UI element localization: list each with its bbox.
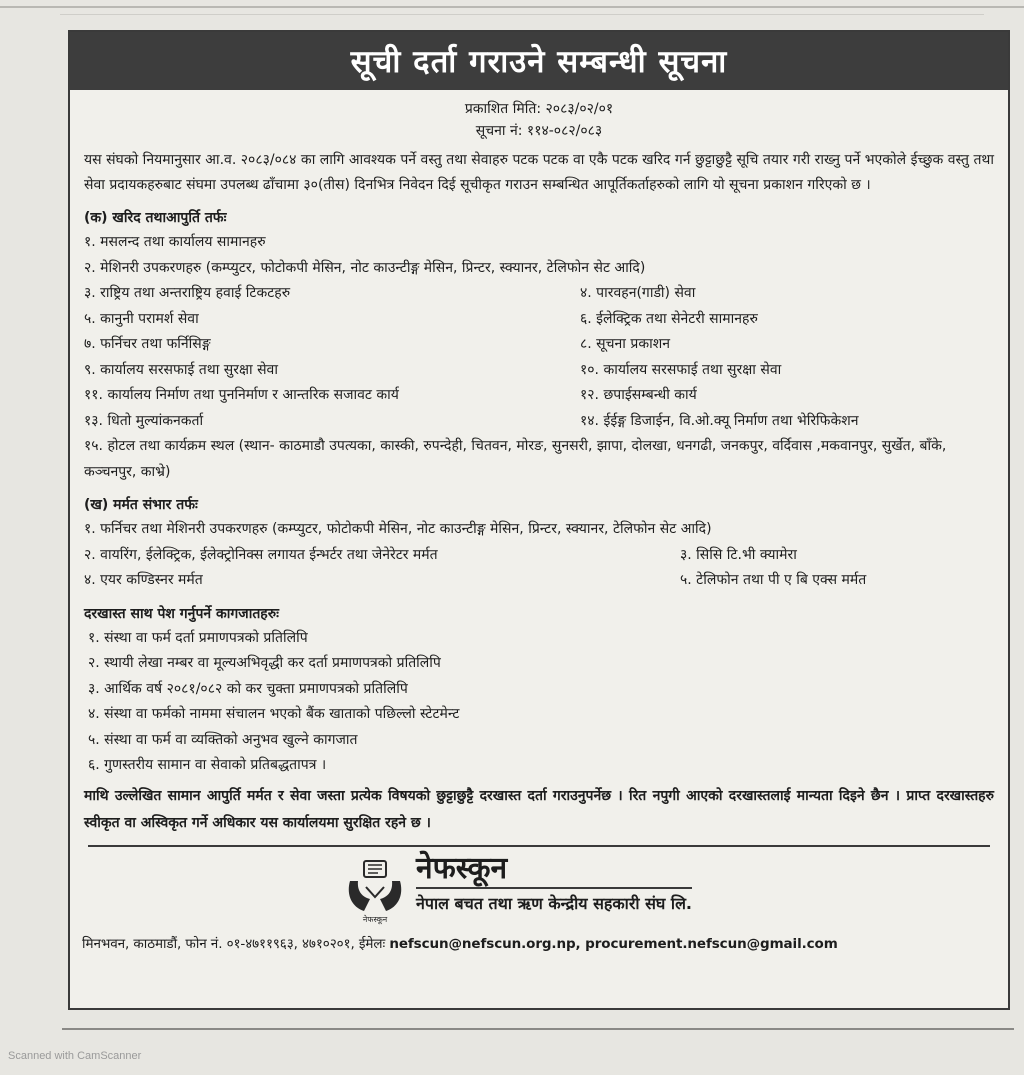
notice-box [68,30,1010,1010]
list-row [84,307,994,333]
list-row [84,332,994,358]
list-item: १०. कार्यालय सरसफाई तथा सुरक्षा सेवा [580,361,782,378]
list-item: ७. फर्निचर तथा फर्निसिङ्ग [84,336,211,352]
notice-meta [70,98,1008,142]
section-a-list [84,230,994,485]
list-item: २. मेशिनरी उपकरणहरु (कम्प्युटर, फोटोकपी मेसिन, नोट काउन्टीङ्ग मेसिन, प्रिन्टर, स्क्यानर, टेलिफोन सेट आदि) [84,259,646,276]
list-item: ४. पारवहन(गाडी) सेवा [580,285,696,301]
list-row [84,383,994,409]
closing-paragraph: माथि उल्लेखित सामान आपुर्ति मर्मत र सेवा जस्ता प्रत्येक विषयको छुट्टाछुट्टै दरखास्त दर्ता गराउनुपर्नेछ । रित नपुगी आएको दरखास्तलाई मान्यता दिइने छैन । प्राप्त दरखास्तहरु स्वीकृत वा अस्विकृत गर्ने अधिकार यस कार्यालयमा सुरक्षित रहने छ । [84,787,994,831]
list-item: ४. एयर कण्डिस्नर मर्मत [84,572,203,588]
list-row [84,409,994,435]
org-full-name: नेपाल बचत तथा ऋण केन्द्रीय सहकारी संघ लि. [416,887,692,915]
list-item: ९. कार्यालय सरसफाई तथा सुरक्षा सेवा [84,361,278,378]
list-item: ४. संस्था वा फर्मको नाममा संचालन भएको बैंक खाताको पछिल्लो स्टेटमेन्ट [88,706,460,722]
logo-caption: नेफस्कून [362,914,388,924]
list-item: १४. ईईङ्ग डिजाईन, वि.ओ.क्यू निर्माण तथा भेरिफिकेशन [580,412,859,429]
list-item: ५. टेलिफोन तथा पी ए बि एक्स मर्मत [680,572,867,588]
notice-body [70,148,1008,837]
published-date: प्रकाशित मिति: २०८३/०२/०१ [464,101,614,117]
footer-divider [88,845,990,847]
org-short-name: नेफस्कून [416,850,508,886]
list-item: ५. कानुनी परामर्श सेवा [84,310,199,327]
section-a-heading: (क) खरिद तथाआपुर्ति तर्फः [84,210,227,226]
list-item: १३. धितो मुल्यांकनकर्ता [84,412,204,429]
list-row [84,568,994,594]
contact-emails: nefscun@nefscun.org.np, procurement.nefscun@gmail.com [389,935,838,952]
contact-address-phone: मिनभवन, काठमाडौं, फोन नं. ०१-४७११९६३, ४७१०२०१, ईमेलः [82,935,390,952]
section-b-list [84,517,994,594]
page-bottom-rule [62,1028,1014,1030]
page-top-rule-faint [60,14,984,15]
list-item: ६. ईलेक्ट्रिक तथा सेनेटरी सामानहरु [580,310,758,327]
list-item: १२. छपाईसम्बन्धी कार्य [580,387,697,403]
list-item: ५. संस्था वा फर्म वा व्यक्तिको अनुभव खुल्ने कागजात [88,731,358,748]
section-b-heading: (ख) मर्मत संभार तर्फः [84,497,198,513]
scanner-watermark: Scanned with CamScanner [8,1050,142,1062]
list-item: २. वायरिंग, ईलेक्ट्रिक, ईलेक्ट्रोनिक्स लगायत ईन्भर्टर तथा जेनेरेटर मर्मत [84,546,438,563]
list-item: २. स्थायी लेखा नम्बर वा मूल्यअभिवृद्धी कर दर्ता प्रमाणपत्रको प्रतिलिपि [88,655,441,671]
list-item: १५. होटल तथा कार्यक्रम स्थल (स्थान- काठमाडौ उपत्यका, कास्की, रुपन्देही, चितवन, मोरङ, सुनसरी, झापा, दोलखा, धनगढी, जनकपुर, वर्दिवास ,मकवानपुर, सुर्खेत, बाँके, कञ्चनपुर, काभ्रे) [84,438,947,480]
list-item: ३. सिसि टि.भी क्यामेरा [680,546,797,563]
list-item: १. मसलन्द तथा कार्यालय सामानहरु [84,234,266,250]
notice-number: सूचना नं: ११४-०८२/०८३ [475,123,603,139]
list-item: १. फर्निचर तथा मेशिनरी उपकरणहरु (कम्प्युटर, फोटोकपी मेसिन, नोट काउन्टीङ्ग मेसिन, प्रिन्टर, स्क्यानर, टेलिफोन सेट आदि) [84,521,712,537]
org-names [416,851,692,915]
page-top-rule [0,6,1024,8]
list-item: ११. कार्यालय निर्माण तथा पुननिर्माण र आन्तरिक सजावट कार्य [84,387,399,403]
list-item: ८. सूचना प्रकाशन [580,336,671,352]
list-row [84,281,994,307]
contact-line [70,933,1008,955]
section-c-heading: दरखास्त साथ पेश गर्नुपर्ने कागजातहरुः [84,605,279,622]
list-item: ३. आर्थिक वर्ष २०८१/०८२ को कर चुक्ता प्रमाणपत्रको प्रतिलिपि [88,680,408,697]
notice-title: सूची दर्ता गराउने सम्बन्धी सूचना [70,32,1008,90]
list-item: १. संस्था वा फर्म दर्ता प्रमाणपत्रको प्रतिलिपि [88,629,308,646]
nefscun-logo-icon [342,851,408,925]
list-row [84,358,994,384]
org-signature [70,851,1008,925]
list-item: ६. गुणस्तरीय सामान वा सेवाको प्रतिबद्धतापत्र । [88,757,327,773]
section-c-list [84,626,994,779]
list-item: ३. राष्ट्रिय तथा अन्तराष्ट्रिय हवाई टिकटहरु [84,285,291,301]
list-row [84,543,994,569]
intro-paragraph: यस संघको नियमानुसार आ.व. २०८३/०८४ का लागि आवश्यक पर्ने वस्तु तथा सेवाहरु पटक पटक वा एकै पटक खरिद गर्न छुट्टाछुट्टै सूचि तयार गरी राख्नु पर्ने भएकोले ईच्छुक वस्तु तथा सेवा प्रदायकहरुबाट संघमा उपलब्ध ढाँचामा ३०(तीस) दिनभित्र निवेदन दिई सूचीकृत गराउन सम्बन्धित आपूर्तिकर्ताहरुको लागि यो सूचना प्रकाशन गरिएको छ । [84,152,994,193]
